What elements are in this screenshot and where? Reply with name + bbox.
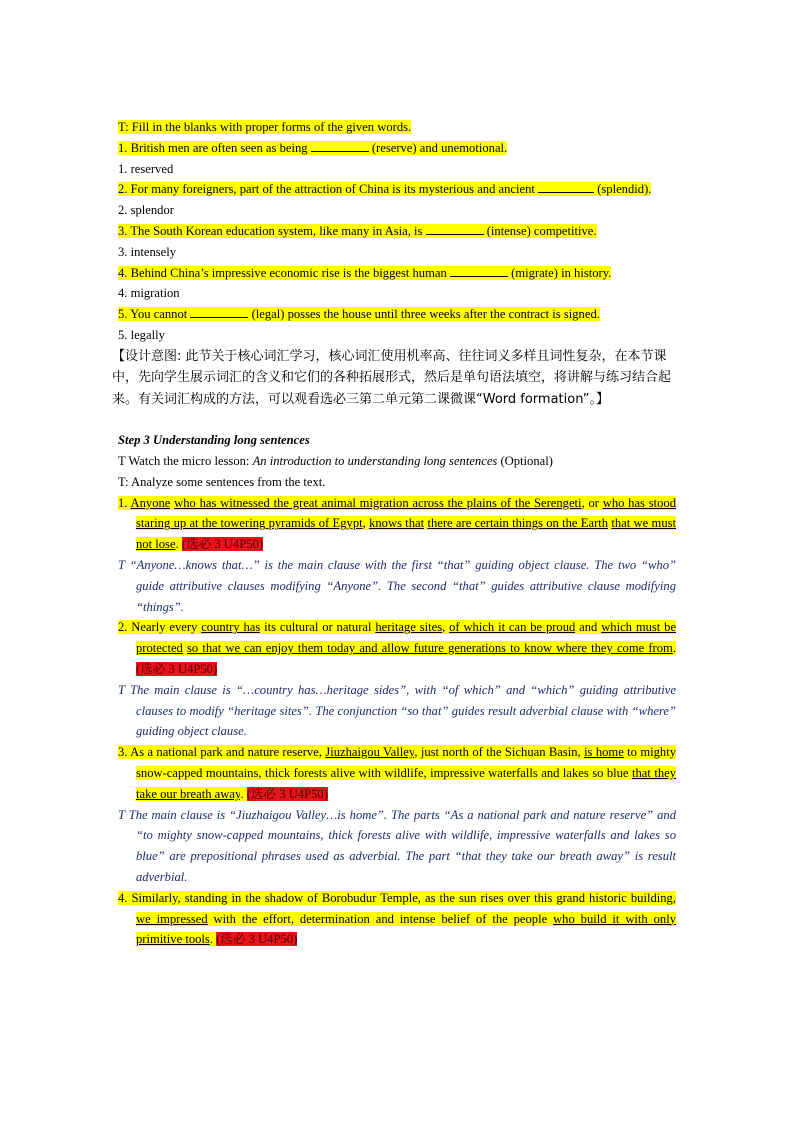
- question-item: 2. For many foreigners, part of the attraction of China is its mysterious and ancient (splendid).: [118, 182, 652, 197]
- analysis-note: T “Anyone…knows that…” is the main clause with the first “that” guiding object clause. The two “who” guide attributive clauses modifying “Anyone”. The second “that” guides attributive clause modifying “things”.: [118, 558, 676, 614]
- question-item: 5. You cannot (legal) posses the house until three weeks after the contract is signed.: [118, 307, 600, 322]
- exercise-instruction: T: Fill in the blanks with proper forms of the given words.: [118, 120, 412, 134]
- sentence-segment: Anyone: [130, 495, 171, 510]
- sentence-segment: 4. Similarly, standing in the shadow of Borobudur Temple, as the sun rises over this grand historic building,: [118, 890, 676, 905]
- sentence-segment: 3. As a national park and nature reserve,: [118, 745, 326, 760]
- analysis-note: T The main clause is “…country has…heritage sides”, with “of which” and “which” guiding attributive clauses to modify “heritage sites”. The conjunction “so that” guides result adverbial clause with “where” guiding object clause.: [118, 682, 676, 739]
- sentence-segment: ,: [442, 620, 450, 635]
- answer-line: 1. reserved: [118, 161, 174, 176]
- sentence-item: [118, 888, 676, 950]
- blank-exercise-list: [118, 138, 676, 346]
- sentence-segment: .: [240, 786, 247, 801]
- watch-instruction: T Watch the micro lesson: An introduction to understanding long sentences (Optional): [118, 454, 553, 469]
- section-heading: Step 3 Understanding long sentences: [118, 433, 310, 448]
- sentence-segment: Jiuzhaigou Valley: [325, 745, 415, 760]
- sentence-segment: heritage sites: [375, 620, 443, 635]
- sentence-segment: country has: [201, 620, 261, 635]
- answer-blank: [450, 264, 508, 277]
- sentence-item: [118, 742, 676, 804]
- answer-blank: [426, 222, 484, 235]
- document-page: [112, 117, 677, 950]
- sentence-segment: and: [575, 620, 602, 635]
- question-item: 4. Behind China’s impressive economic rise is the biggest human (migrate) in history.: [118, 265, 612, 280]
- micro-lesson-title: An introduction to understanding long sentences: [252, 454, 498, 469]
- question-item: 3. The South Korean education system, like many in Asia, is (intense) competitive.: [118, 223, 597, 238]
- source-tag: (选必 3 U4P50): [181, 537, 263, 552]
- sentence-segment: 2. Nearly every: [118, 620, 202, 635]
- sentence-segment: of which it can be proud: [449, 620, 576, 635]
- answer-line: 2. splendor: [118, 203, 174, 218]
- answer-line: 3. intensely: [118, 244, 177, 259]
- sentence-segment: .: [209, 932, 217, 947]
- question-item: 1. British men are often seen as being (reserve) and unemotional.: [118, 140, 508, 155]
- sentence-segment: which must be protected: [136, 620, 677, 656]
- sentence-item: [118, 617, 676, 679]
- source-tag: (选必 3 U4P50): [136, 662, 218, 677]
- answer-blank: [538, 180, 594, 193]
- source-tag: (选必 3 U4P50): [246, 786, 328, 801]
- sentence-segment: who has stood staring up at the towering pyramids of Egypt: [136, 495, 676, 531]
- sentence-segment: who build it with only primitive tools: [136, 911, 676, 947]
- source-tag: (选必 3 U4P50): [216, 932, 298, 947]
- sentence-segment: ,: [362, 516, 370, 531]
- sentence-segment: who has witnessed the great animal migration across the plains of the Serengeti: [174, 495, 582, 510]
- sentence-segment: .: [672, 641, 676, 656]
- analysis-note: T The main clause is “Jiuzhaigou Valley…is home”. The parts “As a national park and nature reserve” and “to mighty snow-capped mountains, thick forests alive with wildlife, impressive waterfalls and lakes so blue” are prepositional phrases used as adverbial. The part “that they take our breath away” is result adverbial.: [118, 807, 676, 884]
- long-sentence-list: [118, 493, 676, 951]
- sentence-segment: to mighty snow-capped mountains, thick forests alive with wildlife, impressive waterfalls and lakes so blue: [136, 745, 677, 781]
- sentence-segment: , or: [581, 495, 603, 510]
- sentence-item: [118, 493, 676, 555]
- sentence-segment: there are certain things on the Earth: [427, 516, 609, 531]
- sentence-segment: its cultural or natural: [260, 620, 376, 635]
- sentence-segment: that we must not lose: [136, 516, 677, 552]
- sentence-segment: knows that: [369, 516, 425, 531]
- sentence-segment: , just north of the Sichuan Basin,: [414, 745, 585, 760]
- answer-line: 4. migration: [118, 286, 180, 301]
- sentence-segment: that they take our breath away: [136, 766, 676, 801]
- answer-blank: [190, 305, 248, 318]
- sentence-segment: 1.: [118, 495, 131, 510]
- answer-blank: [311, 139, 369, 152]
- sentence-segment: so that we can enjoy them today and allow future generations to know where they come from: [187, 641, 673, 656]
- analyze-instruction: T: Analyze some sentences from the text.: [118, 474, 326, 489]
- sentence-segment: with the effort, determination and intense belief of the people: [207, 911, 554, 926]
- sentence-segment: is home: [584, 745, 624, 760]
- sentence-segment: we impressed: [136, 911, 208, 926]
- answer-line: 5. legally: [118, 327, 165, 342]
- design-intent-note: 【设计意图: 此节关于核心词汇学习，核心词汇使用机率高、往往词义多样且词性复杂，在本节课中，先向学生展示词汇的含义和它们的各种拓展形式，然后是单句语法填空，将讲解与练习结合起来。有关词汇构成的方法，可以观看选必三第二单元第二课微课“Word formation”。】: [112, 348, 672, 407]
- sentence-segment: .: [175, 537, 182, 552]
